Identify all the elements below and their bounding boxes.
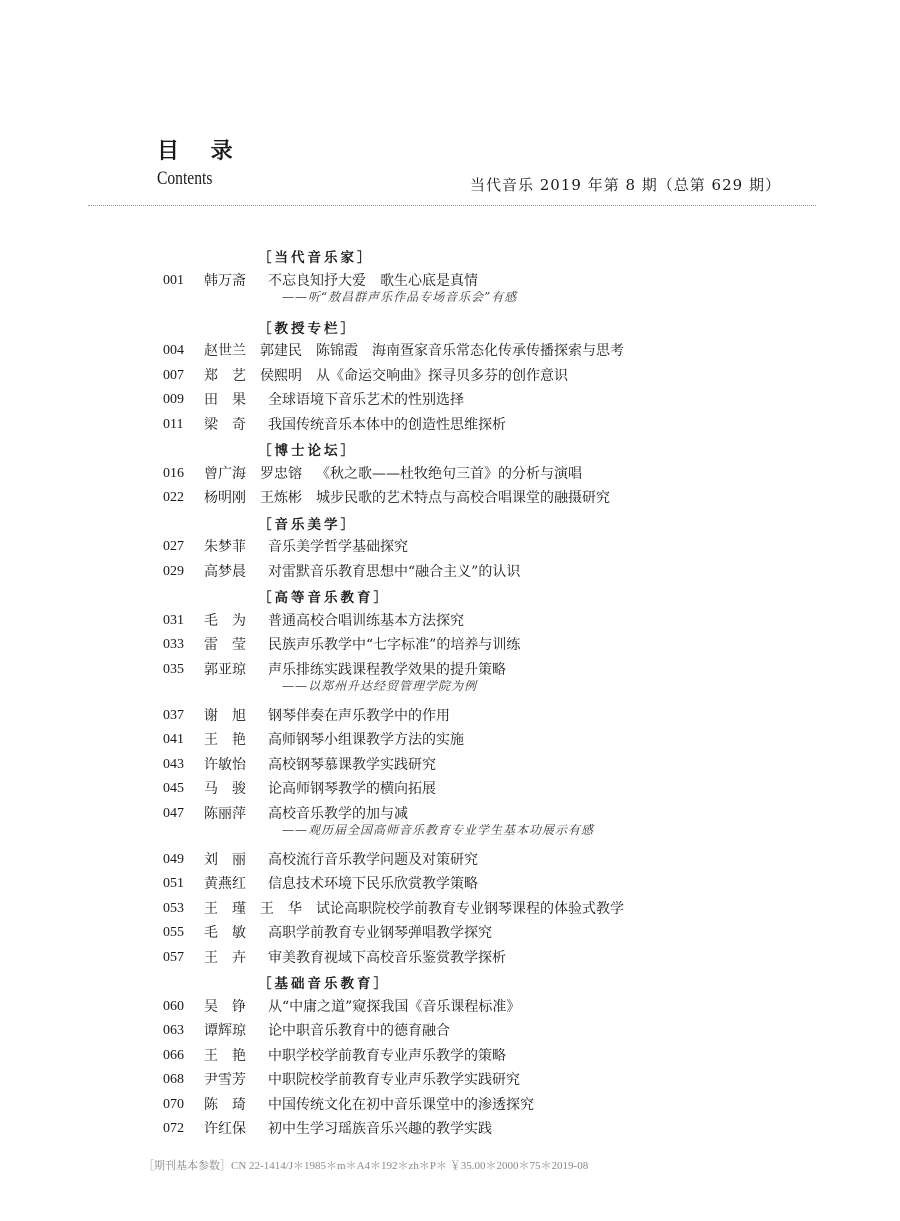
page-number: 037 [163,707,184,723]
author: 梁 奇 [204,416,246,433]
toc-entry[interactable] [0,802,900,848]
toc-entry[interactable] [0,921,900,946]
article-title: 我国传统音乐本体中的创造性思维探析 [268,416,506,433]
toc-entry[interactable] [0,777,900,802]
article-title: 高校钢琴慕课教学实践研究 [268,756,436,773]
page-title-en: Contents [157,168,213,189]
page-number: 004 [163,343,184,358]
article-title: 论中职音乐教育中的德育融合 [268,1023,450,1039]
author: 尹雪芳 [204,1072,246,1088]
article-title: 试论高职院校学前教育专业钢琴课程的体验式教学 [316,900,624,917]
article-title: 从“中庸之道”窥探我国《音乐课程标准》 [268,998,521,1015]
section-label: ［音乐美学］ [258,516,357,533]
page-title: 目 录 [157,139,245,164]
author: 陈 琦 [204,1096,246,1113]
section-label: ［高等音乐教育］ [258,590,390,606]
page-number: 072 [163,1121,184,1136]
page-number: 043 [163,756,184,772]
page-number: 029 [163,563,184,579]
section-heading [0,970,900,995]
article-title: 全球语境下音乐艺术的性别选择 [268,392,464,408]
article-title: 高师钢琴小组课教学方法的实施 [268,732,464,748]
toc-entry[interactable] [0,1044,900,1069]
toc-entry[interactable] [0,1117,900,1142]
toc-entry[interactable] [0,462,900,487]
article-title: 中国传统文化在初中音乐课堂中的渗透探究 [268,1096,534,1113]
section-heading [0,315,900,340]
page-number: 049 [163,851,184,867]
journal-parameters: ［期刊基本参数］CN 22-1414/J＊1985＊m＊A4＊192＊zh＊P＊ ￥35.00＊2000＊75＊2019-08 [143,1160,589,1172]
toc-entry[interactable] [0,1093,900,1118]
author: 高梦晨 [204,563,246,580]
article-subtitle: ——观历届全国高师音乐教育专业学生基本功展示有感 [282,822,595,837]
page-number: 063 [163,1023,184,1038]
page-number: 066 [163,1047,184,1063]
issue-info: 当代音乐 2019 年第 8 期（总第 629 期） [470,176,781,194]
author: 赵世兰 郭建民 陈锦霞 [204,343,358,359]
author: 刘 丽 [204,851,246,868]
page-number: 007 [163,367,184,383]
author: 马 骏 [204,781,246,797]
page-number: 033 [163,637,184,652]
toc-entry[interactable] [0,388,900,413]
section-label: ［博士论坛］ [258,443,357,459]
page-number: 031 [163,612,184,628]
toc-entry[interactable] [0,1019,900,1044]
author: 王 卉 [204,949,246,966]
page-number: 051 [163,876,184,891]
section-label: ［基础音乐教育］ [258,976,390,992]
toc-entry[interactable] [0,897,900,922]
author: 王 艳 [204,732,246,748]
author: 曾广海 罗忠镕 [204,465,302,482]
author: 许红保 [204,1121,246,1137]
article-title: 信息技术环境下民乐欣赏教学策略 [268,876,478,892]
header-divider [88,205,816,206]
author: 杨明刚 王炼彬 [204,490,302,506]
article-title: 中职院校学前教育专业声乐教学实践研究 [268,1072,520,1088]
article-title: 高职学前教育专业钢琴弹唱教学探究 [268,925,492,941]
toc-entry[interactable] [0,560,900,585]
page-number: 045 [163,781,184,796]
article-title: 《秋之歌——杜牧绝句三首》的分析与演唱 [316,465,582,482]
page-number: 068 [163,1072,184,1087]
author: 谭辉琼 [204,1023,246,1039]
author: 吴 铮 [204,998,246,1015]
page-number: 035 [163,661,184,677]
toc-entry[interactable] [0,946,900,971]
article-title: 普通高校合唱训练基本方法探究 [268,612,464,629]
author: 毛 为 [204,612,246,629]
toc-entry[interactable] [0,872,900,897]
article-title: 不忘良知抒大爱 歌生心底是真情 [268,272,478,289]
page-number: 041 [163,732,184,747]
author: 韩万斋 [204,272,246,289]
page-number: 057 [163,949,184,965]
page-number: 070 [163,1096,184,1112]
article-title: 对雷默音乐教育思想中“融合主义”的认识 [268,563,521,580]
article-title: 音乐美学哲学基础探究 [268,539,408,555]
section-heading [0,511,900,536]
page-number: 016 [163,465,184,481]
author: 郭亚琼 [204,661,246,678]
toc-entry[interactable] [0,535,900,560]
author: 郑 艺 侯熙明 [204,367,302,384]
article-title: 论高师钢琴教学的横向拓展 [268,781,436,797]
section-heading [0,437,900,462]
toc-entry[interactable] [0,728,900,753]
page-number: 001 [163,272,184,288]
toc-entry[interactable] [0,995,900,1020]
article-subtitle: ——听“敖昌群声乐作品专场音乐会”有感 [282,289,518,304]
page-number: 011 [163,416,184,432]
page-number: 009 [163,392,184,407]
author: 毛 敏 [204,925,246,941]
article-title: 中职学校学前教育专业声乐教学的策略 [268,1047,506,1064]
article-title: 初中生学习瑶族音乐兴趣的教学实践 [268,1121,492,1137]
author: 朱梦菲 [204,539,246,555]
author: 许敏怡 [204,756,246,773]
article-title: 高校音乐教学的加与减 [268,805,408,822]
author: 雷 莹 [204,637,246,653]
toc-entry[interactable] [0,269,900,315]
article-title: 民族声乐教学中“七字标准”的培养与训练 [268,637,521,653]
toc-entry[interactable] [0,658,900,704]
article-title: 高校流行音乐教学问题及对策研究 [268,851,478,868]
author: 谢 旭 [204,707,246,724]
page-number: 060 [163,998,184,1014]
article-title: 钢琴伴奏在声乐教学中的作用 [268,707,450,724]
page-number: 055 [163,925,184,940]
toc-entry[interactable] [0,848,900,873]
author: 王 瑾 王 华 [204,900,302,917]
article-title: 声乐排练实践课程教学效果的提升策略 [268,661,506,678]
toc-entry[interactable] [0,486,900,511]
section-heading [0,244,900,269]
toc-entry[interactable] [0,364,900,389]
toc-entry[interactable] [0,704,900,729]
page-number: 027 [163,539,184,554]
author: 陈丽萍 [204,805,246,822]
article-title: 城步民歌的艺术特点与高校合唱课堂的融摄研究 [316,490,610,506]
toc-entry[interactable] [0,609,900,634]
page-number: 022 [163,490,184,505]
article-subtitle: ——以郑州升达经贸管理学院为例 [282,678,478,693]
page-number: 047 [163,805,184,821]
article-title: 从《命运交响曲》探寻贝多芬的创作意识 [316,367,568,384]
author: 王 艳 [204,1047,246,1064]
toc-entry[interactable] [0,1068,900,1093]
toc-entry[interactable] [0,413,900,438]
toc-entry[interactable] [0,339,900,364]
toc-entry[interactable] [0,753,900,778]
section-heading [0,584,900,609]
toc-entry[interactable] [0,633,900,658]
author: 田 果 [204,392,246,408]
section-label: ［教授专栏］ [258,320,357,337]
article-title: 海南疍家音乐常态化传承传播探索与思考 [372,343,624,359]
article-title: 审美教育视域下高校音乐鉴赏教学探析 [268,949,506,966]
table-of-contents [0,244,900,1142]
page-number: 053 [163,900,184,916]
author: 黄燕红 [204,876,246,892]
section-label: ［当代音乐家］ [258,250,374,266]
